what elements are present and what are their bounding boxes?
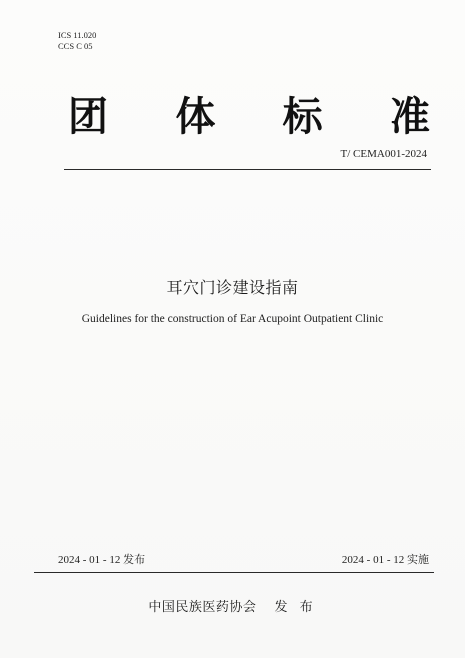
standard-type-char: 准 (389, 94, 430, 140)
standard-type-heading (68, 92, 430, 142)
standard-type-char: 标 (282, 94, 323, 140)
top-divider (64, 169, 431, 170)
publisher-line (0, 596, 465, 615)
implementation-date: 2024 - 01 - 12 实施 (341, 554, 429, 566)
document-title-chinese: 耳穴门诊建设指南 (166, 278, 299, 297)
ccs-code: CCS C 05 (58, 41, 93, 51)
ics-code: ICS 11.020 (58, 30, 97, 40)
standard-type-char: 团 (68, 94, 108, 140)
document-title-english: Guidelines for the construction of Ear Acupoint Outpatient Clinic (81, 313, 384, 325)
publish-date: 2024 - 01 - 12 发布 (58, 554, 146, 566)
bottom-divider (34, 572, 434, 573)
standard-type-char: 体 (175, 94, 216, 140)
classification-codes (58, 30, 96, 52)
publisher-organization: 中国民族医药协会 (148, 600, 257, 615)
publisher-action: 发 布 (274, 600, 317, 615)
standard-number: T/ CEMA001-2024 (340, 148, 427, 160)
